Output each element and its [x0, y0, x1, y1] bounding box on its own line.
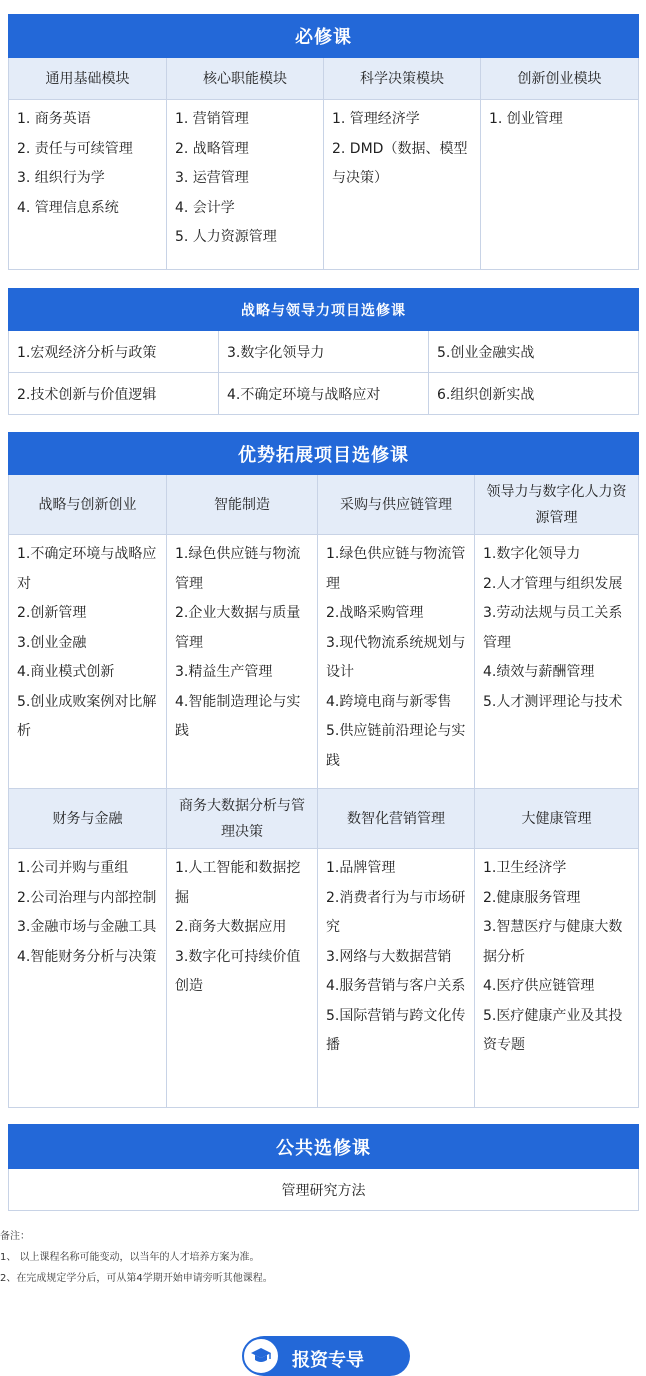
course-item: 1. 商务英语	[17, 111, 91, 127]
public-electives-title: 公共选修课	[9, 1125, 639, 1169]
advantage-electives-title: 优势拓展项目选修课	[9, 433, 639, 475]
course-item: 3.创业金融	[17, 634, 87, 651]
notes	[0, 1226, 273, 1289]
required-courses-table	[8, 14, 639, 270]
course-item: 4.医疗供应链管理	[483, 978, 595, 994]
course-item: 1.品牌管理	[326, 860, 396, 876]
course-item: 5.创业金融实战	[429, 331, 639, 373]
course-item: 1.绿色供应链与物流管理	[326, 546, 466, 592]
column-header: 核心职能模块	[167, 58, 324, 100]
course-item: 3.数字化可持续价值创造	[175, 948, 301, 994]
course-list	[167, 100, 324, 270]
course-item: 2.人才管理与组织发展	[483, 575, 623, 592]
course-item: 1. 营销管理	[175, 111, 249, 127]
course-item: 2.消费者行为与市场研究	[326, 889, 466, 935]
column-header: 财务与金融	[9, 789, 167, 849]
course-item: 4.智能财务分析与决策	[17, 948, 157, 965]
column-header: 数智化营销管理	[318, 789, 475, 849]
course-item: 4.跨境电商与新零售	[326, 693, 452, 710]
course-item: 3.现代物流系统规划与设计	[326, 634, 466, 680]
course-item: 3.劳动法规与员工关系管理	[483, 605, 623, 651]
course-list	[9, 100, 167, 270]
course-item: 5.人才测评理论与技术	[483, 693, 623, 710]
course-item: 2.企业大数据与质量管理	[175, 605, 301, 651]
course-list	[167, 535, 318, 789]
note-line: 1、 以上课程名称可能变动，以当年的人才培养方案为准。	[0, 1252, 260, 1263]
course-item: 5.创业成败案例对比解析	[17, 693, 157, 739]
course-item: 1.绿色供应链与物流管理	[175, 546, 301, 592]
course-item: 2.技术创新与价值逻辑	[9, 373, 219, 415]
course-list	[167, 849, 318, 1108]
column-header: 科学决策模块	[324, 58, 481, 100]
course-list	[9, 849, 167, 1108]
course-item: 4.商业模式创新	[17, 664, 115, 680]
column-header: 战略与创新创业	[9, 475, 167, 535]
course-item: 2.健康服务管理	[483, 889, 581, 906]
course-item: 2.公司治理与内部控制	[17, 889, 157, 906]
note-line: 2、在完成规定学分后，可从第4学期开始申请旁听其他课程。	[0, 1273, 273, 1284]
column-header: 通用基础模块	[9, 58, 167, 100]
course-item: 1.宏观经济分析与政策	[9, 331, 219, 373]
course-item: 5. 人力资源管理	[175, 229, 277, 245]
column-header: 大健康管理	[475, 789, 639, 849]
course-item: 2.战略采购管理	[326, 605, 424, 621]
course-item: 4. 会计学	[175, 199, 235, 216]
course-item: 管理研究方法	[9, 1169, 639, 1211]
consult-button[interactable]	[244, 1336, 410, 1376]
course-item: 3.精益生产管理	[175, 664, 273, 680]
course-item: 2. 战略管理	[175, 140, 249, 157]
course-item: 1. 创业管理	[489, 111, 563, 127]
course-list	[324, 100, 481, 270]
course-item: 1.卫生经济学	[483, 860, 567, 876]
course-item: 1.数字化领导力	[483, 546, 581, 562]
course-item: 3.网络与大数据营销	[326, 948, 452, 965]
course-item: 3. 运营管理	[175, 170, 249, 186]
course-item: 3.智慧医疗与健康大数据分析	[483, 919, 623, 965]
course-item: 5.供应链前沿理论与实践	[326, 723, 466, 769]
course-item: 4.智能制造理论与实践	[175, 693, 301, 739]
strategy-electives-table	[8, 288, 639, 415]
column-header: 采购与供应链管理	[318, 475, 475, 535]
course-list	[9, 535, 167, 789]
course-item: 4. 管理信息系统	[17, 199, 119, 216]
required-courses-title: 必修课	[9, 15, 639, 58]
course-list	[318, 535, 475, 789]
course-item: 4.绩效与薪酬管理	[483, 664, 595, 680]
course-item: 6.组织创新实战	[429, 373, 639, 415]
course-item: 3.数字化领导力	[219, 331, 429, 373]
course-item: 2. 责任与可续管理	[17, 140, 133, 157]
course-list	[475, 849, 639, 1108]
course-item: 2.商务大数据应用	[175, 919, 287, 935]
column-header: 智能制造	[167, 475, 318, 535]
course-item: 1. 管理经济学	[332, 111, 420, 127]
column-header: 商务大数据分析与管理决策	[167, 789, 318, 849]
course-item: 4.不确定环境与战略应对	[219, 373, 429, 415]
advantage-electives-table	[8, 432, 639, 1108]
public-electives-table	[8, 1124, 639, 1211]
course-item: 1.公司并购与重组	[17, 860, 129, 876]
course-item: 3. 组织行为学	[17, 170, 105, 186]
course-item: 5.国际营销与跨文化传播	[326, 1007, 466, 1053]
column-header: 领导力与数字化人力资源管理	[475, 475, 639, 535]
course-item: 1.人工智能和数据挖掘	[175, 860, 301, 906]
course-item: 2.创新管理	[17, 605, 87, 621]
column-header: 创新创业模块	[481, 58, 639, 100]
course-item: 5.医疗健康产业及其投资专题	[483, 1007, 623, 1053]
strategy-electives-title: 战略与领导力项目选修课	[9, 289, 639, 331]
course-item: 2. DMD（数据、模型与决策）	[332, 140, 468, 186]
consult-button-label: 报资专导	[292, 1350, 364, 1371]
course-list	[318, 849, 475, 1108]
course-item: 4.服务营销与客户关系	[326, 978, 466, 994]
graduation-cap-icon	[242, 1337, 280, 1375]
course-item: 3.金融市场与金融工具	[17, 919, 157, 935]
course-item: 1.不确定环境与战略应对	[17, 546, 157, 592]
course-list	[475, 535, 639, 789]
course-list	[481, 100, 639, 270]
notes-heading: 备注：	[0, 1231, 30, 1242]
